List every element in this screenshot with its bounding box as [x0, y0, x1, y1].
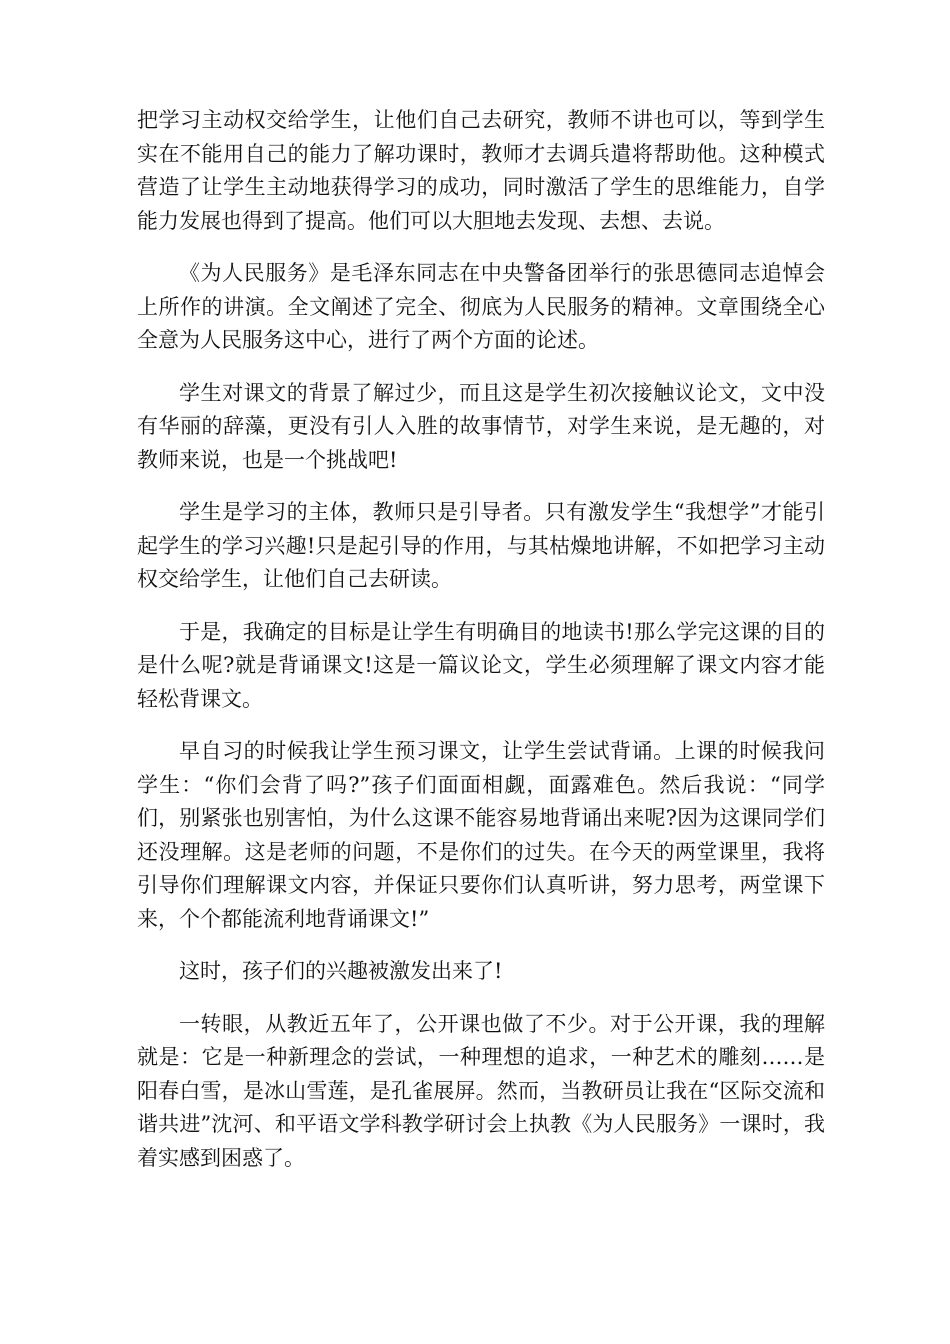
paragraph-3: 学生对课文的背景了解过少，而且这是学生初次接触议论文，文中没有华丽的辞藻，更没有引人入胜的故事情节，对学生来说，是无趣的，对教师来说，也是一个挑战吧!	[137, 380, 825, 472]
paragraph-6: 早自习的时候我让学生预习课文，让学生尝试背诵。上课的时候我问学生：“你们会背了吗?”孩子们面面相觑，面露难色。然后我说：“同学们，别紧张也别害怕，为什么这课不能容易地背诵出来呢?因为这课同学们还没理解。这是老师的问题，不是你们的过失。在今天的两堂课里，我将引导你们理解课文内容，并保证只要你们认真听讲，努力思考，两堂课下来，个个都能流利地背诵课文!”	[137, 739, 825, 931]
paragraph-4: 学生是学习的主体，教师只是引导者。只有激发学生“我想学”才能引起学生的学习兴趣!只是起引导的作用，与其枯燥地讲解，不如把学习主动权交给学生，让他们自己去研读。	[137, 500, 825, 591]
paragraph-2: 《为人民服务》是毛泽东同志在中央警备团举行的张思德同志追悼会上所作的讲演。全文阐述了完全、彻底为人民服务的精神。文章围绕全心全意为人民服务这中心，进行了两个方面的论述。	[137, 261, 825, 352]
paragraph-8: 一转眼，从教近五年了，公开课也做了不少。对于公开课，我的理解就是：它是一种新理念的尝试，一种理想的追求，一种艺术的雕刻……是阳春白雪，是冰山雪莲，是孔雀展屏。然而，当教研员让我在“区际交流和谐共进”沈河、和平语文学科教学研讨会上执教《为人民服务》一课时，我着实感到困惑了。	[137, 1011, 825, 1170]
paragraph-1: 把学习主动权交给学生，让他们自己去研究，教师不讲也可以，等到学生实在不能用自己的能力了解功课时，教师才去调兵遣将帮助他。这种模式营造了让学生主动地获得学习的成功，同时激活了学生的思维能力，自学能力发展也得到了提高。他们可以大胆地去发现、去想、去说。	[137, 108, 825, 233]
paragraph-5: 于是，我确定的目标是让学生有明确目的地读书!那么学完这课的目的是什么呢?就是背诵课文!这是一篇议论文，学生必须理解了课文内容才能轻松背课文。	[137, 619, 825, 711]
document-page	[137, 104, 825, 1194]
paragraph-7: 这时，孩子们的兴趣被激发出来了!	[179, 959, 503, 983]
